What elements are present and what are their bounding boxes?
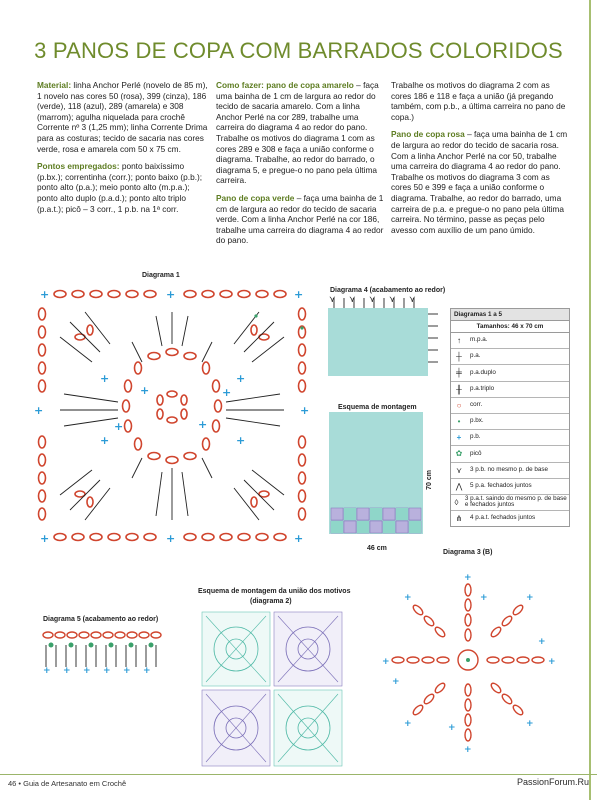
svg-text:+: + xyxy=(480,593,488,603)
svg-text:+: + xyxy=(63,666,71,675)
height-dimension: 70 cm xyxy=(426,470,433,490)
svg-text:+: + xyxy=(404,593,412,603)
svg-text:⋎: ⋎ xyxy=(349,295,356,305)
svg-text:+: + xyxy=(464,745,472,755)
svg-text:+: + xyxy=(448,723,456,733)
materials-heading: Material: xyxy=(37,80,72,90)
legend-label: picô xyxy=(470,449,482,457)
legend-row xyxy=(451,333,569,349)
legend-row xyxy=(451,511,569,526)
legend-header: Diagramas 1 a 5 xyxy=(451,309,569,321)
svg-text:+: + xyxy=(40,288,50,301)
legend-row xyxy=(451,365,569,381)
legend-row xyxy=(451,479,569,495)
legend-row xyxy=(451,382,569,398)
diagram-5 xyxy=(40,625,170,675)
svg-text:+: + xyxy=(43,666,51,675)
legend-label: 3 p.a.t. saindo do mesmo p. de base e fechados juntos xyxy=(464,494,567,509)
green-towel-heading: Pano de copa verde xyxy=(216,192,295,203)
union-scheme-sublabel: (diagrama 2) xyxy=(250,598,292,605)
svg-text:⋎: ⋎ xyxy=(409,295,416,305)
svg-text:+: + xyxy=(114,420,124,433)
legend-label: p.a.triplo xyxy=(470,384,495,392)
green-towel-text: – faça uma bainha de 1 cm de largura ao redor do tecido de sacaria verde. Com a linha Anchor Perlé na cor 186, trabalhe uma carreira do diagrama 4 ao redor do pano. xyxy=(216,192,384,246)
svg-text:+: + xyxy=(392,677,400,687)
yellow-towel-heading: Como fazer: pano de copa amarelo xyxy=(216,80,354,90)
legend-row xyxy=(451,463,569,479)
text-column-3 xyxy=(391,80,569,242)
legend-label: p.b. xyxy=(470,433,481,441)
page-title: 3 PANOS DE COPA COM BARRADOS COLORIDOS xyxy=(34,38,563,63)
legend-row xyxy=(451,430,569,446)
green-towel-continued: Trabalhe os motivos do diagrama 2 com as cores 186 e 118 e faça a união (já pregando também, com p.b., a última carreira no pano de copa.) xyxy=(391,80,566,122)
svg-text:+: + xyxy=(123,666,131,675)
yellow-towel-text: – faça uma bainha de 1 cm de largura ao redor do tecido de sacaria amarelo. Com a linha Anchor Perlé na cor 289, trabalhe uma carreira do diagrama 4 ao redor do pano. Trabalhe os motivos do diagrama 1 com as cores 289 e 308 e faça a união conforme o diagrama. Trabalhe, ao redor do barrado, o diagrama 5, e pregue-o no pano pela última carreira. xyxy=(216,80,379,186)
page-edge-bar xyxy=(589,0,591,800)
diagram-1-label: Diagrama 1 xyxy=(142,272,180,279)
mpa-icon: ↑ xyxy=(457,336,461,346)
svg-text:+: + xyxy=(40,532,50,545)
svg-text:+: + xyxy=(404,719,412,729)
legend-row xyxy=(451,495,569,511)
svg-text:+: + xyxy=(166,288,176,301)
svg-text:+: + xyxy=(222,386,232,399)
legend-label: p.a.duplo xyxy=(470,368,496,376)
legend-row xyxy=(451,398,569,414)
svg-text:+: + xyxy=(83,666,91,675)
svg-text:⋎: ⋎ xyxy=(369,295,376,305)
svg-text:+: + xyxy=(198,418,208,431)
svg-text:+: + xyxy=(548,657,556,667)
svg-text:+: + xyxy=(143,666,151,675)
svg-text:+: + xyxy=(34,404,44,417)
svg-text:+: + xyxy=(100,372,110,385)
corr-icon: ○ xyxy=(456,400,462,410)
pico-icon: ✿ xyxy=(455,449,463,459)
svg-text:+: + xyxy=(538,637,546,647)
diagram-4-label: Diagrama 4 (acabamento ao redor) xyxy=(330,287,446,294)
page-footer: 46 • Guia de Artesanato em Crochê xyxy=(8,779,127,788)
legend-label: p.bx. xyxy=(470,417,484,425)
svg-text:⋎: ⋎ xyxy=(389,295,396,305)
assembly-scheme-label: Esquema de montagem xyxy=(338,404,417,411)
materials-paragraph xyxy=(37,80,209,154)
pink-towel-paragraph xyxy=(391,129,569,235)
text-column-1 xyxy=(37,80,209,221)
3pat-icon: ◊ xyxy=(454,497,459,507)
svg-text:+: + xyxy=(526,719,534,729)
diagram-3-label: Diagrama 3 (B) xyxy=(443,549,493,556)
legend-label: corr. xyxy=(470,400,483,408)
5pa-icon: ⋀ xyxy=(455,481,463,491)
legend-label: 5 p.a. fechados juntos xyxy=(470,481,532,489)
union-scheme-label: Esquema de montagem da união dos motivos xyxy=(198,588,351,595)
diagram-4 xyxy=(326,294,441,379)
green-towel-paragraph xyxy=(216,193,388,246)
materials-text: linha Anchor Perlé (novelo de 85 m), 1 novelo nas cores 50 (rosa), 399 (cinza), 186 (verde), 118 (azul), 289 (amarela) e 308 (marrom); agulha niquelada para crochê Corrente nº 3 (1,25 mm); linha Corrente Drima para as costuras; tecido de sacaria nas cores verde, rosa e amarela com 50 x 75 cm. xyxy=(37,80,208,154)
stitches-heading: Pontos empregados: xyxy=(37,161,120,172)
svg-text:+: + xyxy=(294,288,304,301)
pbx-icon: • xyxy=(457,417,461,427)
footer-rule xyxy=(0,774,597,775)
stitches-text: ponto baixíssimo (p.bx.); correntinha (corr.); ponto baixo (p.b.); ponto alto (p.a.); meio ponto alto (m.p.a.); ponto alto duplo (p.a.d.); ponto alto triplo (p.a.t.); picô – 3 corr., 1 p.b. na 1ª corr. xyxy=(37,161,203,214)
svg-text:+: + xyxy=(526,593,534,603)
legend-label: 4 p.a.t. fechados juntos xyxy=(470,514,536,522)
diagram-5-label: Diagrama 5 (acabamento ao redor) xyxy=(43,616,159,623)
legend-row xyxy=(451,349,569,365)
yellow-towel-paragraph xyxy=(216,80,388,186)
width-dimension: 46 cm xyxy=(367,545,387,552)
pa-icon: ┼ xyxy=(456,352,462,362)
legend-rows xyxy=(451,333,569,526)
legend-label: 3 p.b. no mesmo p. de base xyxy=(470,465,549,473)
svg-text:+: + xyxy=(103,666,111,675)
assembly-scheme xyxy=(327,410,427,538)
diagram-1 xyxy=(30,282,320,552)
watermark: PassionForum.Ru xyxy=(516,777,589,787)
legend-label: m.p.a. xyxy=(470,336,488,344)
3pb-icon: ⋎ xyxy=(456,465,462,475)
legend-table xyxy=(450,308,570,527)
svg-text:+: + xyxy=(236,434,246,447)
svg-text:+: + xyxy=(140,384,150,397)
pat-icon: ╫ xyxy=(456,384,462,394)
4pat-icon: ⋔ xyxy=(455,514,463,524)
pink-towel-heading: Pano de copa rosa xyxy=(391,129,465,140)
svg-text:+: + xyxy=(382,657,390,667)
svg-text:⋎: ⋎ xyxy=(329,295,336,305)
svg-text:+: + xyxy=(294,532,304,545)
svg-text:+: + xyxy=(236,372,246,385)
svg-text:+: + xyxy=(464,573,472,583)
svg-text:+: + xyxy=(166,532,176,545)
legend-row xyxy=(451,446,569,462)
pad-icon: ╪ xyxy=(456,368,462,378)
legend-label: p.a. xyxy=(470,352,481,360)
stitches-paragraph xyxy=(37,161,209,214)
diagram-3 xyxy=(368,560,583,770)
svg-text:+: + xyxy=(100,434,110,447)
svg-text:+: + xyxy=(300,404,310,417)
pink-towel-text: – faça uma bainha de 1 cm de largura ao redor do tecido de sacaria rosa. Com a linha Anchor Perlé na cor 50, trabalhe uma carreira do diagrama 4 ao redor do pano. Trabalhe os motivos do diagrama 3 com as cores 50 e 399 e faça a união conforme o diagrama. Trabalhe, ao redor do barrado, uma carreira de p.a. e pregue-o no pano pela última carreira. No término, passe as peças pelo avesso com auxílio de um pano úmido. xyxy=(391,129,568,235)
text-column-2 xyxy=(216,80,388,253)
legend-sizes: Tamanhos: 46 x 70 cm xyxy=(451,321,569,333)
pb-icon: + xyxy=(456,433,462,443)
union-scheme xyxy=(200,610,345,770)
legend-row xyxy=(451,414,569,430)
